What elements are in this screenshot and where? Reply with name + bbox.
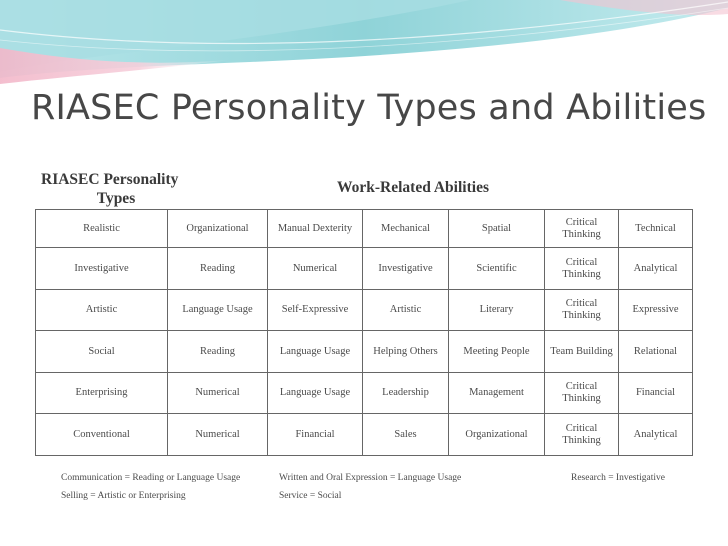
table-cell: Critical Thinking — [545, 289, 619, 331]
table-cell: Investigative — [363, 248, 449, 290]
personality-header-line1: RIASEC Personality — [41, 171, 179, 188]
table-cell: Conventional — [36, 414, 168, 456]
table-cell: Critical Thinking — [545, 248, 619, 290]
table-cell: Relational — [619, 331, 693, 373]
table-cell: Realistic — [36, 210, 168, 248]
table-cell: Management — [449, 372, 545, 414]
table-cell: Analytical — [619, 414, 693, 456]
legend-research: Research = Investigative — [571, 473, 665, 483]
table-cell: Organizational — [449, 414, 545, 456]
table-cell: Critical Thinking — [545, 372, 619, 414]
table-cell: Language Usage — [168, 289, 268, 331]
table-cell: Social — [36, 331, 168, 373]
table-row — [36, 289, 693, 331]
table-row — [36, 372, 693, 414]
table-cell: Artistic — [363, 289, 449, 331]
table-cell: Reading — [168, 248, 268, 290]
table-cell: Language Usage — [268, 372, 363, 414]
table-cell: Analytical — [619, 248, 693, 290]
table-cell: Sales — [363, 414, 449, 456]
table-cell: Critical Thinking — [545, 210, 619, 248]
table-cell: Reading — [168, 331, 268, 373]
table-cell: Mechanical — [363, 210, 449, 248]
table-cell: Leadership — [363, 372, 449, 414]
table-cell: Spatial — [449, 210, 545, 248]
slide-title: RIASEC Personality Types and Abilities — [31, 88, 707, 128]
table-cell: Literary — [449, 289, 545, 331]
table-row — [36, 248, 693, 290]
legend-communication: Communication = Reading or Language Usage — [61, 473, 241, 483]
table-cell: Financial — [619, 372, 693, 414]
abilities-table — [35, 209, 693, 456]
table-cell: Artistic — [36, 289, 168, 331]
table-cell: Technical — [619, 210, 693, 248]
legend-written-oral: Written and Oral Expression = Language Usage — [279, 473, 462, 483]
table-cell: Helping Others — [363, 331, 449, 373]
personality-header-line2: Types — [96, 190, 136, 207]
personality-types-header — [41, 170, 191, 208]
legend-service: Service = Social — [279, 491, 342, 501]
table-cell: Manual Dexterity — [268, 210, 363, 248]
table-cell: Numerical — [168, 414, 268, 456]
table-cell: Numerical — [268, 248, 363, 290]
table-row — [36, 331, 693, 373]
table-cell: Scientific — [449, 248, 545, 290]
table-cell: Numerical — [168, 372, 268, 414]
decorative-banner — [0, 0, 728, 90]
table-cell: Financial — [268, 414, 363, 456]
table-cell: Organizational — [168, 210, 268, 248]
table-row — [36, 210, 693, 248]
table-cell: Investigative — [36, 248, 168, 290]
table-cell: Team Building — [545, 331, 619, 373]
table-cell: Self-Expressive — [268, 289, 363, 331]
table-cell: Meeting People — [449, 331, 545, 373]
table-cell: Expressive — [619, 289, 693, 331]
table-cell: Critical Thinking — [545, 414, 619, 456]
table-cell: Enterprising — [36, 372, 168, 414]
abilities-header: Work-Related Abilities — [337, 179, 489, 196]
table-row — [36, 414, 693, 456]
legend-selling: Selling = Artistic or Enterprising — [61, 491, 186, 501]
table-cell: Language Usage — [268, 331, 363, 373]
